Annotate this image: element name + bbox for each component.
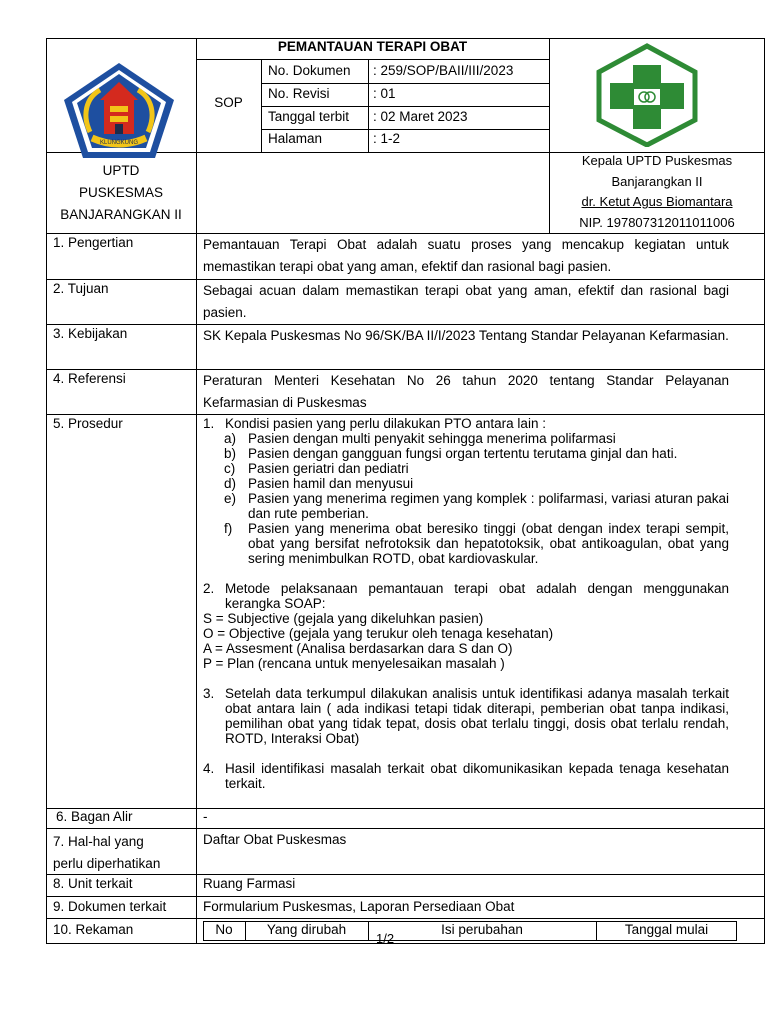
row-text: Formularium Puskesmas, Laporan Persediaan Obat <box>203 899 515 914</box>
meta-label: No. Dokumen <box>268 63 351 78</box>
divider <box>46 808 765 809</box>
row-label: 6. Bagan Alir <box>56 809 133 824</box>
meta-label: No. Revisi <box>268 86 330 101</box>
row-text: SK Kepala Puskesmas No 96/SK/BA II/I/2023 Tentang Standar Pelayanan Kefarmasian. <box>203 328 729 343</box>
meta-value: : 02 Maret 2023 <box>373 109 468 124</box>
svg-text:KLUNGKUNG: KLUNGKUNG <box>99 140 139 146</box>
row-label: 4. Referensi <box>53 371 126 386</box>
row-label: 10. Rekaman <box>53 922 134 937</box>
document-title: PEMANTAUAN TERAPI OBAT <box>277 39 468 54</box>
divider <box>196 59 549 60</box>
row-label: 5. Prosedur <box>53 416 123 431</box>
table-header: No <box>215 922 233 937</box>
meta-value: : 259/SOP/BAII/III/2023 <box>373 63 514 78</box>
procedure-content: 1. Kondisi pasien yang perlu dilakukan PTO antara lain : a) Pasien dengan multi penyakit sehingga menerima polifarmasi b) Pasien dengan gangguan fungsi organ tertentu terutama ginjal dan hati. c) Pasien geriatri dan pediatri d) Pasien hamil dan menyusui e) Pasien yang menerima regimen yang komplek : polifarmasi, variasi aturan pakai dan rute pemberian. f) Pasien yang menerima obat beresiko tinggi (obat dengan index terapi sempit, obat yang bersifat nefrotoksik dan hepatotoksik, obat antikoagulan, obat yang sering menimbulkan ROTD, obat kardiovaskular. 2. Metode pelaksanaan pemantauan terapi obat adalah dengan menggunakan kerangka SOAP: S = Subjective (gejala yang dikeluhkan pasien) O = Objective (gejala yang terukur oleh tenaga kesehatan) A = Assesment (Analisa berdasarkan dara S dan O) P = Plan (rencana untuk menyelesaikan masalah ) 3. Setelah data terkumpul dilakukan analisis untuk identifikasi adanya masalah terkait obat antara lain ( ada indikasi tetapi tidak diterapi, pemberian obat tanpa indikasi, pemilihan obat yang tidak tepat, dosis obat terlalu tinggi, dosis obat terlalu rendah, ROTD, Interaksi Obat) 4. Hasil identifikasi masalah terkait obat dikomunikasikan kepada tenaga kesehatan terkait. <box>203 416 729 791</box>
meta-value: : 1-2 <box>373 131 401 146</box>
divider <box>46 918 765 919</box>
org-name: UPTD PUSKESMAS BANJARANGKAN II <box>60 163 182 222</box>
divider <box>46 874 765 875</box>
meta-value: : 01 <box>373 86 396 101</box>
table-header: Yang dirubah <box>266 922 347 937</box>
divider <box>46 828 765 829</box>
row-text: - <box>203 809 208 824</box>
row-text: Pemantauan Terapi Obat adalah suatu proses yang mencakup kegiatan untuk memastikan terapi obat yang aman, efektif dan rasional bagi pasien. <box>203 237 729 274</box>
divider <box>261 83 549 84</box>
puskesmas-logo <box>584 43 710 147</box>
kabupaten-logo <box>60 60 178 164</box>
table-header: Isi perubahan <box>441 922 523 937</box>
row-label: 7. Hal-hal yang perlu diperhatikan <box>53 834 161 871</box>
divider <box>46 414 765 415</box>
divider <box>46 896 765 897</box>
row-text: Peraturan Menteri Kesehatan No 26 tahun 2020 tentang Standar Pelayanan Kefarmasian di Puskesmas <box>203 373 729 410</box>
meta-label: Halaman <box>268 131 323 146</box>
row-text: Daftar Obat Puskesmas <box>203 832 347 847</box>
sop-label: SOP <box>214 95 243 110</box>
table-header: Tanggal mulai <box>624 922 709 937</box>
row-text: Ruang Farmasi <box>203 876 296 891</box>
signer-block: Kepala UPTD Puskesmas Banjarangkan II dr. Ketut Agus Biomantara NIP. 197807312011011006 <box>549 151 765 233</box>
signer-name: dr. Ketut Agus Biomantara <box>581 194 733 209</box>
divider <box>261 106 549 107</box>
divider <box>261 129 549 130</box>
row-label: 8. Unit terkait <box>53 876 133 891</box>
row-text: Sebagai acuan dalam memastikan terapi obat yang aman, efektif dan rasional bagi pasien. <box>203 283 729 320</box>
meta-label: Tanggal terbit <box>268 109 350 124</box>
row-label: 9. Dokumen terkait <box>53 899 167 914</box>
page-number: 1/2 <box>376 931 395 946</box>
row-label: 2. Tujuan <box>53 281 109 296</box>
row-label: 3. Kebijakan <box>53 326 128 341</box>
row-label: 1. Pengertian <box>53 235 134 250</box>
